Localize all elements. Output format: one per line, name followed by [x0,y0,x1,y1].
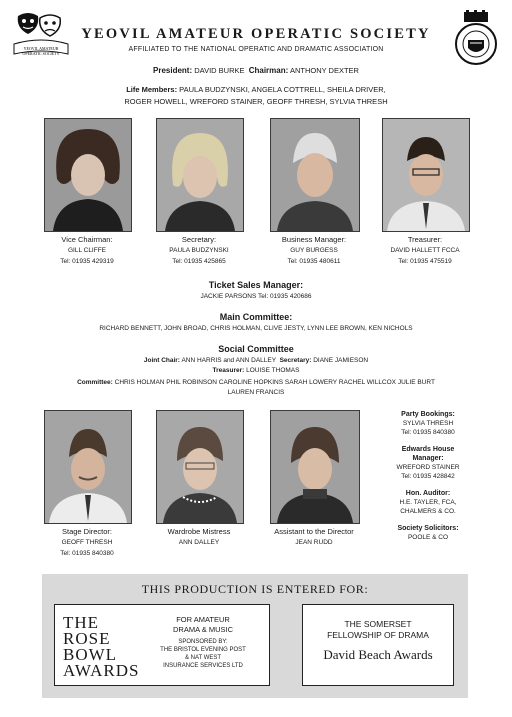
person-name: GILL CLIFFE [67,247,107,254]
caption-secretary [142,234,256,267]
main-committee-heading: Main Committee: [219,312,293,322]
rose-bowl-logo-line1: THE [63,613,100,632]
person-tel: Tel: 01935 429319 [60,258,114,265]
person-name: DAVID HALLETT FCCA [390,247,460,254]
rose-bowl-logo [63,615,143,679]
caption-business-manager [257,234,371,267]
committee-label: Committee: [77,379,113,386]
footer-title: THIS PRODUCTION IS ENTERED FOR: [141,582,369,596]
solicitors-label: Society Solicitors: [397,525,459,532]
party-bookings-name: SYLVIA THRESH [402,420,454,427]
party-bookings-label: Party Bookings: [401,411,455,418]
caption-wardrobe-mistress [142,526,256,548]
svg-text:OPERATIC SOCIETY: OPERATIC SOCIETY [22,51,60,56]
joint-chair-names: ANN HARRIS and ANN DALLEY [181,357,276,364]
social-committee-heading: Social Committee [218,344,294,354]
caption-treasurer [368,234,482,267]
chairman-name: ANTHONY DEXTER [289,66,359,75]
auditor-line1: H.E. TAYLER, FCA, [399,499,457,506]
person-tel: Tel: 01935 480611 [287,258,341,265]
role-label: Stage Director: [61,527,113,536]
edwards-house-label1: Edwards House [401,446,455,453]
life-members-label: Life Members: [126,85,178,94]
caption-vice-chairman [30,234,144,267]
committee-line2: LAUREN FRANCIS [227,389,285,396]
person-name: GEOFF THRESH [61,539,113,546]
person-tel: Tel: 01935 840380 [60,550,114,557]
edwards-house-label2: Manager: [412,455,444,462]
affiliation-text: AFFILIATED TO THE NATIONAL OPERATIC AND DRAMATIC ASSOCIATION [128,46,384,53]
person-name: PAULA BUDZYNSKI [169,247,229,254]
photo-secretary [156,118,244,232]
photo-business-manager [270,118,360,232]
role-label: Treasurer: [407,235,443,244]
person-tel: Tel: 01935 425865 [172,258,226,265]
social-secretary-name: DIANE JAMIESON [313,357,369,364]
auditor-line2: CHALMERS & CO. [400,508,456,515]
rose-bowl-info [141,615,265,670]
role-label: Vice Chairman: [61,235,113,244]
photo-vice-chairman [44,118,132,232]
rose-bowl-line2: DRAMA & MUSIC [172,625,233,634]
caption-stage-director [30,526,144,559]
person-name: ANN DALLEY [178,539,220,546]
role-label: Assistant to the Director [274,527,354,536]
photo-treasurer [382,118,470,232]
solicitors-name: POOLE & CO [407,534,449,541]
person-tel: Tel: 01935 475519 [398,258,452,265]
life-members [60,84,452,108]
rose-bowl-logo-line2: ROSE [63,629,111,648]
svg-text:YEOVIL AMATEUR: YEOVIL AMATEUR [23,46,59,51]
rose-bowl-sponsor3: & NAT WEST [184,655,222,661]
society-title: YEOVIL AMATEUR OPERATIC SOCIETY [81,26,431,42]
main-committee-members: RICHARD BENNETT, JOHN BROAD, CHRIS HOLMAN, CLIVE JESTY, LYNN LEE BROWN, KEN NICHOLS [99,325,413,332]
somerset-awards: David Beach Awards [323,647,433,662]
rose-bowl-logo-line4: AWARDS [63,661,140,680]
role-label: Business Manager: [281,235,347,244]
person-name: JEAN RUDD [295,539,333,546]
somerset-fellowship-box [302,604,454,686]
photo-stage-director [44,410,132,524]
rose-bowl-sponsor4: INSURANCE SERVICES LTD [163,663,243,669]
president-chairman-line [0,66,512,75]
social-treasurer-line [0,367,512,374]
life-members-line2: ROGER HOWELL, WREFORD STAINER, GEOFF THRESH, SYLVIA THRESH [124,97,388,106]
caption-assistant-director [252,526,376,548]
social-secretary-label: Secretary: [279,357,312,364]
rose-bowl-logo-line3: BOWL [63,645,118,664]
chairman-label: Chairman: [248,66,289,75]
photo-wardrobe-mistress [156,410,244,524]
photo-assistant-director [270,410,360,524]
social-treasurer-label: Treasurer: [212,367,245,374]
ticket-sales-detail: JACKIE PARSONS Tel: 01935 420686 [200,293,312,300]
somerset-line1: THE SOMERSET [344,619,412,629]
social-joint-chair-line [0,357,512,364]
role-label: Secretary: [181,235,217,244]
sidebar-contacts [378,410,478,542]
person-name: GUY BURGESS [290,247,338,254]
edwards-house-tel: Tel: 01935 428842 [401,473,455,480]
ticket-sales-heading: Ticket Sales Manager: [208,280,304,290]
life-members-line1: PAULA BUDZYNSKI, ANGELA COTTRELL, SHEILA DRIVER, [179,85,386,94]
rose-bowl-sponsor2: THE BRISTOL EVENING POST [160,647,246,653]
somerset-line2: FELLOWSHIP OF DRAMA [327,630,429,640]
rose-bowl-sponsor1: SPONSORED BY: [178,639,228,645]
joint-chair-label: Joint Chair: [143,357,180,364]
president-name: DAVID BURKE [194,66,245,75]
party-bookings-tel: Tel: 01935 840380 [401,429,455,436]
social-committee-members [56,378,456,398]
role-label: Wardrobe Mistress [167,527,231,536]
social-treasurer-name: LOUISE THOMAS [246,367,300,374]
edwards-house-name: WREFORD STAINER [396,464,460,471]
auditor-label: Hon. Auditor: [405,490,451,497]
committee-line1: CHRIS HOLMAN PHIL ROBINSON CAROLINE HOPKINS SARAH LOWERY RACHEL WILLCOX JULIE BURT [114,379,435,386]
rose-bowl-box [54,604,270,686]
rose-bowl-line1: FOR AMATEUR [176,615,230,624]
president-label: President: [153,66,193,75]
